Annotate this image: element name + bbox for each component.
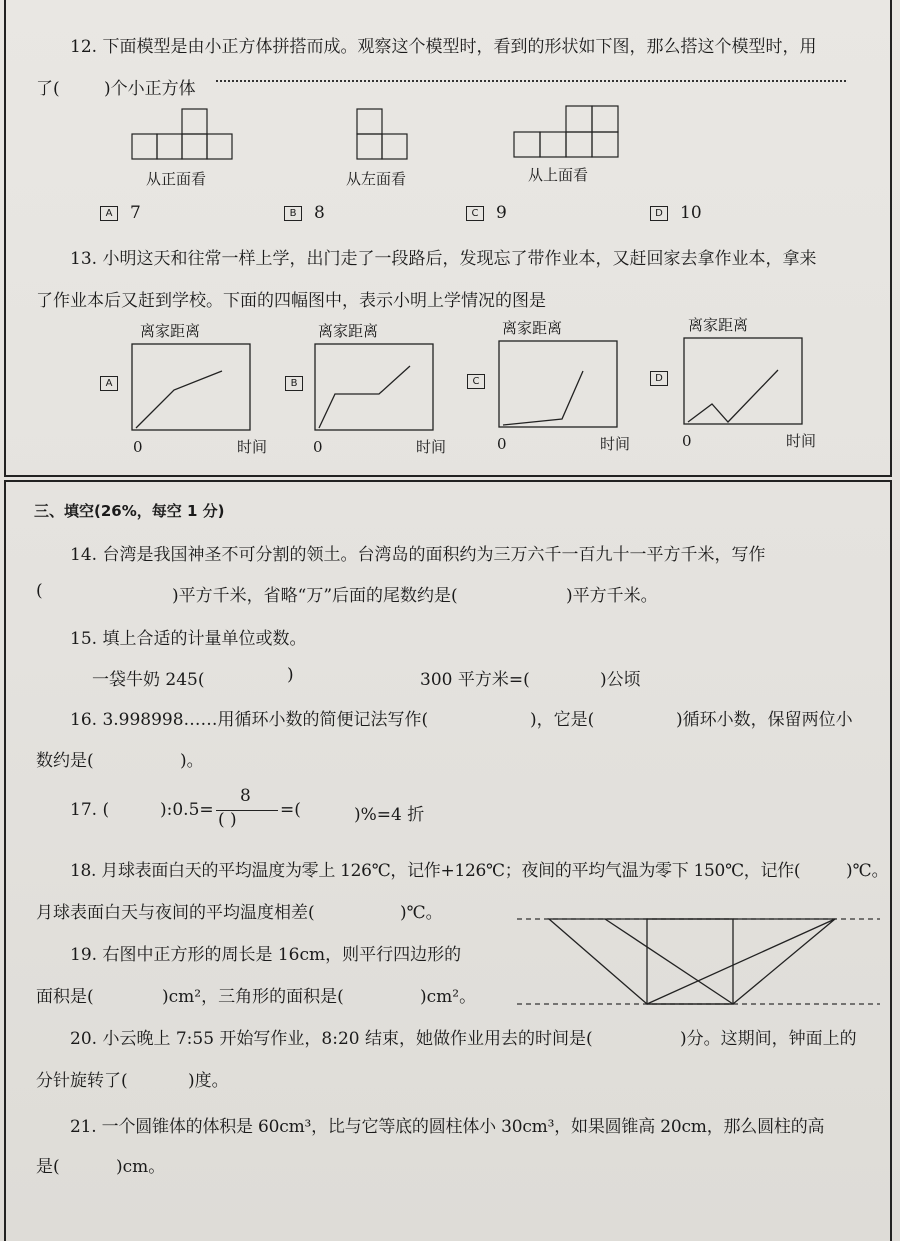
section-three-title: 三、填空(26%，每空 1 分) [34,502,225,520]
q18-part-c: 月球表面白天与夜间的平均温度相差( [36,903,315,923]
q16-part-c: )循环小数，保留两位小 [676,710,853,730]
graph-b-origin: 0 [313,438,323,456]
q12-option-a[interactable] [100,203,141,223]
left-view-figure [355,104,415,162]
graph-a-origin: 0 [133,438,143,456]
view-front-label: 从正面看 [146,170,207,188]
graph-a-line [136,371,222,428]
q21-part-c: )cm。 [116,1157,166,1177]
q16-part-a: 16. 3.998998……用循环小数的简便记法写作( [70,710,429,730]
q19-part-a: 19. 右图中正方形的周长是 16cm，则平行四边形的 [70,945,462,965]
q12-line2-start: 了( [36,79,60,99]
q21-part-a: 21. 一个圆锥体的体积是 60cm³，比与它等底的圆柱体小 30cm³，如果圆锥高 20cm，那么圆柱的高 [70,1117,825,1137]
q17-part-c: =( [280,800,301,820]
graph-b-xlabel: 时间 [416,438,447,456]
graph-c-xlabel: 时间 [600,435,631,453]
q19-geometry-figure [515,912,885,1012]
option-value: 9 [496,203,507,223]
q14-line2-mid: )平方千米，省略“万”后面的尾数约是( [172,586,458,606]
q12-option-b[interactable] [284,203,325,223]
graph-a-xlabel: 时间 [237,438,268,456]
option-value: 7 [130,203,141,223]
option-value: 10 [680,203,702,223]
option-letter-box: C [466,206,484,221]
graph-c-line [503,371,583,425]
q21-part-b: 是( [36,1157,60,1177]
graph-b-letter[interactable]: B [285,376,303,391]
q17-part-b: ):0.5= [160,800,214,820]
graph-c-origin: 0 [497,435,507,453]
q12-dot-leader [216,80,846,82]
graph-d-letter[interactable]: D [650,371,668,386]
q15-milk: 一袋牛奶 245( [92,670,205,690]
graph-a-letter[interactable]: A [100,376,118,391]
q13-line2: 了作业本后又赶到学校。下面的四幅图中，表示小明上学情况的图是 [36,291,546,311]
q17-numerator: 8 [240,786,251,806]
q18-part-d: )℃。 [400,903,443,923]
q17-part-d: )%=4 折 [354,805,425,825]
graph-a-ylabel: 离家距离 [140,322,201,340]
q20-part-c: 分针旋转了( [36,1071,128,1091]
graph-b [313,340,438,435]
q12-line1: 12. 下面模型是由小正方体拼搭而成。观察这个模型时，看到的形状如下图，那么搭这个模型时，用 [70,37,817,57]
q12-option-c[interactable] [466,203,507,223]
q18-part-b: )℃。 [846,861,889,881]
view-top-label: 从上面看 [528,166,589,184]
graph-d-line [688,370,778,422]
q20-part-a: 20. 小云晚上 7:55 开始写作业，8:20 结束，她做作业用去的时间是( [70,1029,593,1049]
q20-part-d: )度。 [188,1071,229,1091]
option-letter-box: A [100,206,118,221]
graph-d-origin: 0 [682,432,692,450]
graph-a [130,340,255,435]
view-left-label: 从左面看 [346,170,407,188]
front-view-figure [130,104,240,162]
graph-d-ylabel: 离家距离 [688,316,749,334]
graph-d [682,334,807,429]
q16-part-e: )。 [180,751,204,771]
q16-part-d: 数约是( [36,751,94,771]
q19-part-d: )cm²。 [420,987,477,1007]
parallelogram [549,919,835,1004]
q14-line1: 14. 台湾是我国神圣不可分割的领土。台湾岛的面积约为三万六千一百九十一平方千米，写作 [70,545,766,565]
graph-d-xlabel: 时间 [786,432,817,450]
q17-part-a: 17. ( [70,800,110,820]
q18-part-a: 18. 月球表面白天的平均温度为零上 126℃，记作+126℃；夜间的平均气温为零下 150℃，记作( [70,861,801,881]
q12-option-d[interactable] [650,203,702,223]
q14-line2-end: )平方千米。 [566,586,658,606]
q17-denominator: ( ) [218,810,237,830]
q15-area-unit: )公顷 [600,670,641,690]
q15-line1: 15. 填上合适的计量单位或数。 [70,629,307,649]
q14-blank-open: ( [36,581,43,601]
graph-c [497,337,622,432]
q19-part-c: )cm²，三角形的面积是( [162,987,344,1007]
graph-c-ylabel: 离家距离 [502,319,563,337]
q20-part-b: )分。这期间，钟面上的 [680,1029,857,1049]
q13-line1: 13. 小明这天和往常一样上学，出门走了一段路后，发现忘了带作业本，又赶回家去拿作业本，拿来 [70,249,817,269]
option-value: 8 [314,203,325,223]
q12-line2-end: )个小正方体 [104,79,196,99]
q15-milk-close: ) [287,665,294,685]
option-letter-box: D [650,206,668,221]
graph-b-line [319,366,410,428]
square [647,919,733,1004]
graph-b-ylabel: 离家距离 [318,322,379,340]
top-view-figure [512,102,624,160]
q16-part-b: )，它是( [530,710,595,730]
q19-part-b: 面积是( [36,987,94,1007]
option-letter-box: B [284,206,302,221]
q15-area: 300 平方米=( [420,670,530,690]
graph-c-letter[interactable]: C [467,374,485,389]
